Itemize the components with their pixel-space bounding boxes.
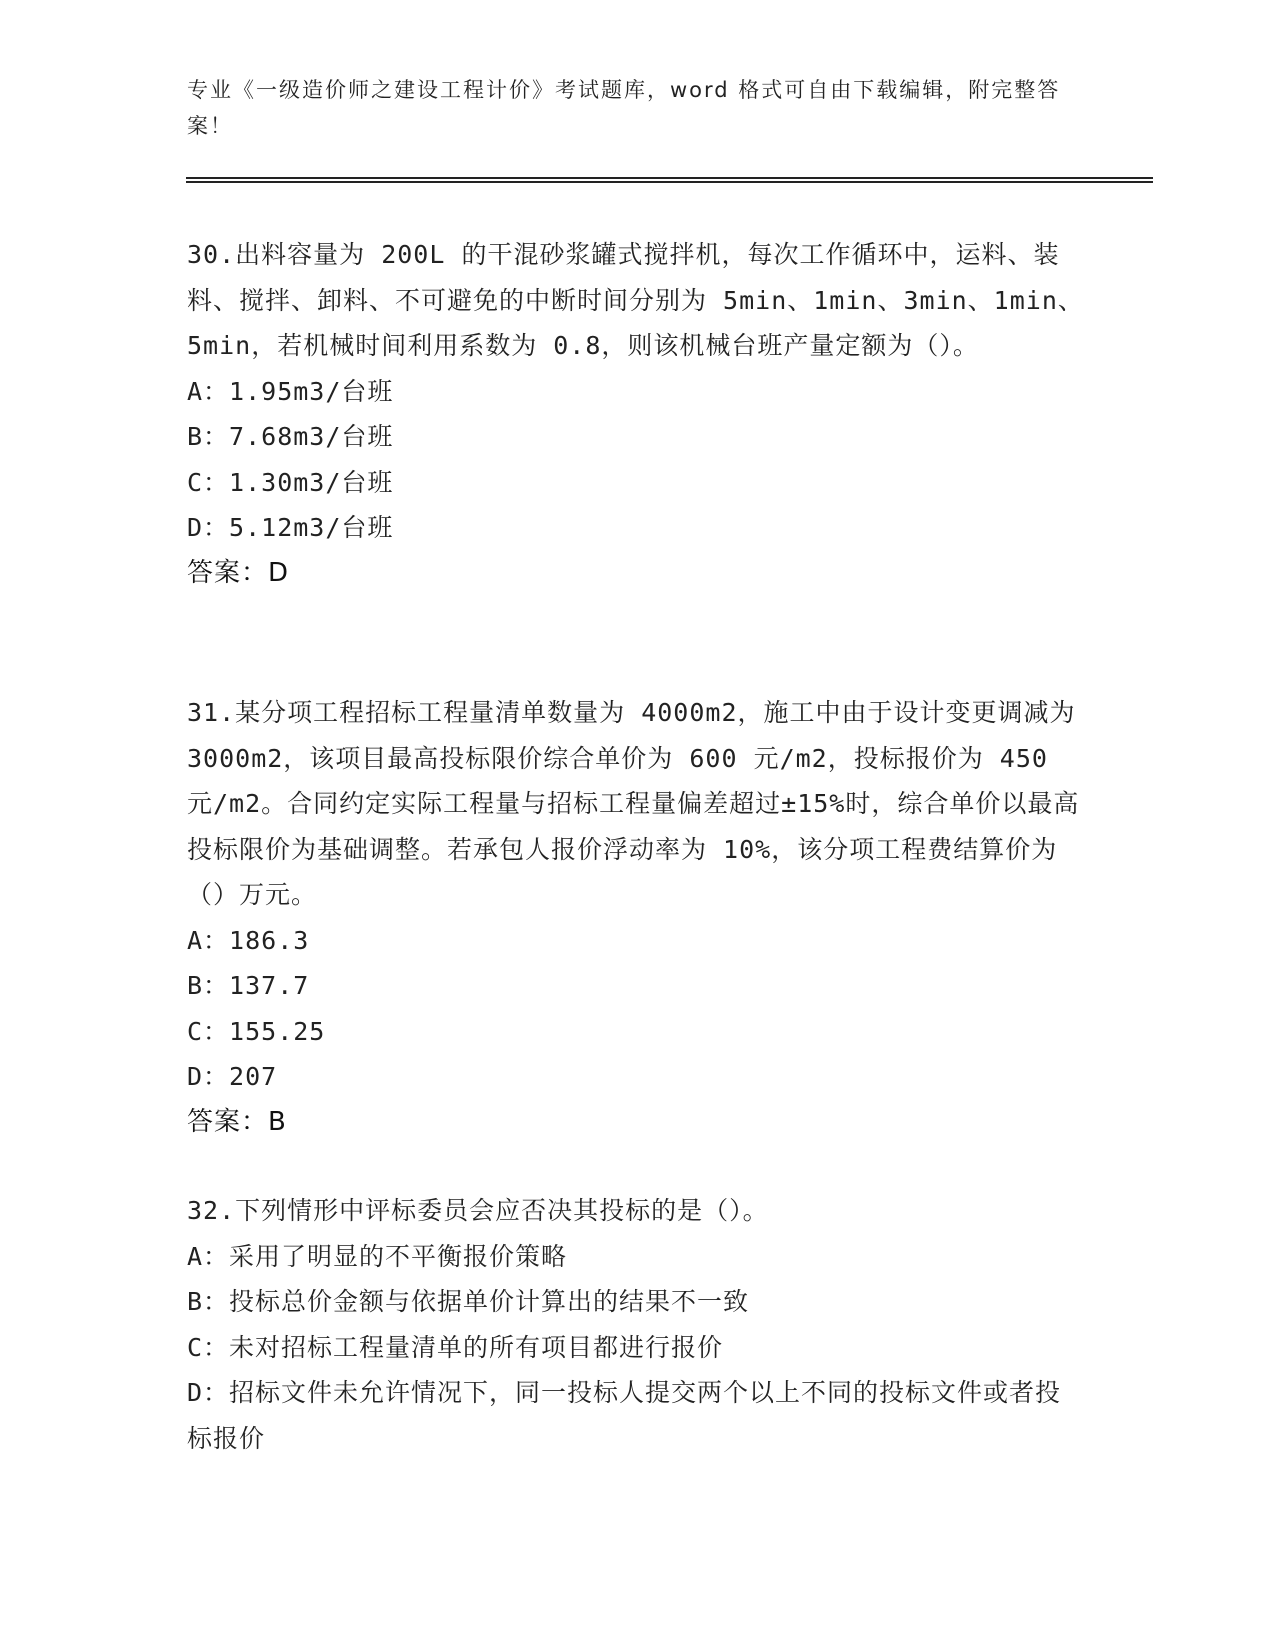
header-divider: [186, 177, 1153, 183]
option-a: A：1.95m3/台班: [187, 376, 394, 406]
question-stem: 31.某分项工程招标工程量清单数量为 4000m2，施工中由于设计变更调减为 3000m2，该项目最高投标限价综合单价为 600 元/m2，投标报价为 450 元/m2。合同约定实际工程量与招标工程量偏差超过±15%时，综合单价以最高投标限价为基础调整。若承包人报价浮动率为 10%，该分项工程费结算价为（）万元。: [187, 698, 1080, 909]
option-c: C：未对招标工程量清单的所有项目都进行报价: [187, 1332, 724, 1362]
question-stem: 30.出料容量为 200L 的干混砂浆罐式搅拌机，每次工作循环中，运料、装料、搅拌、卸料、不可避免的中断时间分别为 5min、1min、3min、1min、5min，若机械时间利用系数为 0.8，则该机械台班产量定额为（）。: [187, 240, 1084, 360]
option-b: B：137.7: [187, 971, 310, 1000]
header-text: 专业《一级造价师之建设工程计价》考试题库，word 格式可自由下载编辑，附完整答案！: [187, 78, 1061, 138]
option-c: C：1.30m3/台班: [187, 467, 394, 497]
option-d: D：招标文件未允许情况下，同一投标人提交两个以上不同的投标文件或者投标报价: [187, 1378, 1062, 1453]
option-a: A：采用了明显的不平衡报价策略: [187, 1241, 568, 1271]
document-header: [187, 72, 1067, 144]
option-d: D：207: [187, 1062, 278, 1091]
question-31: [187, 690, 1087, 1145]
option-b: B：投标总价金额与依据单价计算出的结果不一致: [187, 1287, 750, 1316]
option-a: A：186.3: [187, 925, 310, 955]
option-d: D：5.12m3/台班: [187, 513, 394, 542]
answer-line: 答案：B: [187, 1106, 287, 1137]
option-c: C：155.25: [187, 1016, 326, 1046]
question-32: [187, 1188, 1087, 1461]
answer-line: 答案：D: [187, 557, 290, 588]
question-stem: 32.下列情形中评标委员会应否决其投标的是（）。: [187, 1196, 769, 1225]
question-30: [187, 232, 1087, 596]
option-b: B：7.68m3/台班: [187, 422, 394, 451]
